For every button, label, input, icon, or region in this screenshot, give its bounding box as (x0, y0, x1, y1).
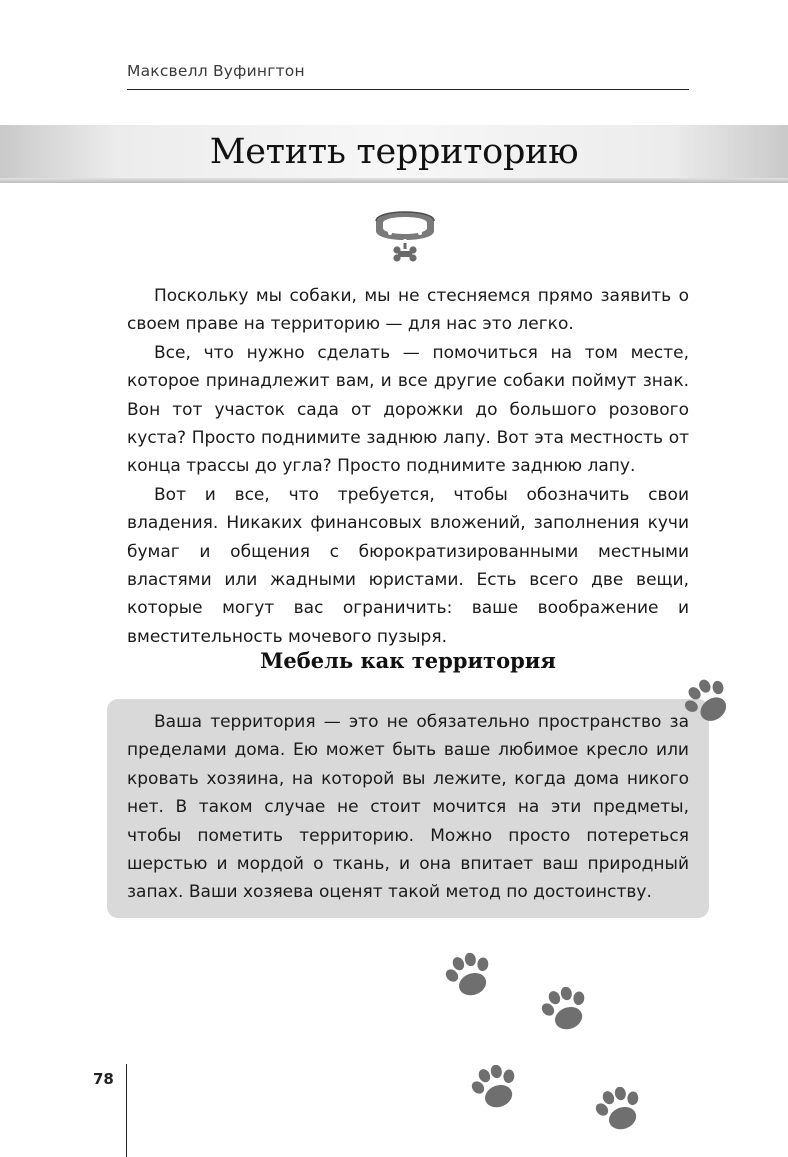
body-text (127, 282, 689, 651)
paw-print-icon (594, 1087, 646, 1135)
running-head-author: Максвелл Вуфингтон (127, 62, 305, 80)
dog-collar-icon (370, 203, 440, 267)
body-paragraph-2: Все, что нужно сделать — помочиться на том месте, которое принадлежит вам, и все другие собаки поймут знак. Вон тот участок сада от дорожки до большого розового куста? Просто поднимите заднюю лапу. Вот эта местность от конца трассы до угла? Просто поднимите заднюю лапу. (127, 342, 689, 477)
paw-print-icon (470, 1065, 522, 1113)
body-paragraph-3: Вот и все, что требуется, чтобы обозначить свои владения. Никаких финансовых вложений, заполнения кучи бумаг и общения с бюрократизированными местными властями или жадными юристами. Есть всего две вещи, которые могут вас ограничить: ваше воображение и вместительность мочевого пузыря. (127, 484, 689, 647)
paw-print-icon (444, 953, 496, 1001)
section-heading: Мебель как территория (260, 648, 556, 673)
sidebar-box-text (127, 708, 689, 907)
sidebar-box-paragraph: Ваша территория — это не обязательно пространство за пределами дома. Ею может быть ваше любимое кресло или кровать хозяина, на которой вы лежите, когда дома никого нет. В таком случае не стоит мочится на эти предметы, чтобы пометить территорию. Можно просто потереться шерстью и мордой о ткань, и она впитает ваш природный запах. Ваши хозяева оценят такой метод по достоинству. (127, 712, 689, 903)
page-number: 78 (93, 1070, 114, 1088)
header-rule (127, 89, 689, 90)
chapter-title: Метить территорию (209, 132, 579, 172)
paw-print-icon (540, 987, 592, 1035)
body-paragraph-1: Поскольку мы собаки, мы не стесняемся прямо заявить о своем праве на территорию — для нас это легко. (127, 286, 689, 335)
paw-print-icon (684, 679, 734, 727)
page-number-rule (126, 1064, 127, 1157)
